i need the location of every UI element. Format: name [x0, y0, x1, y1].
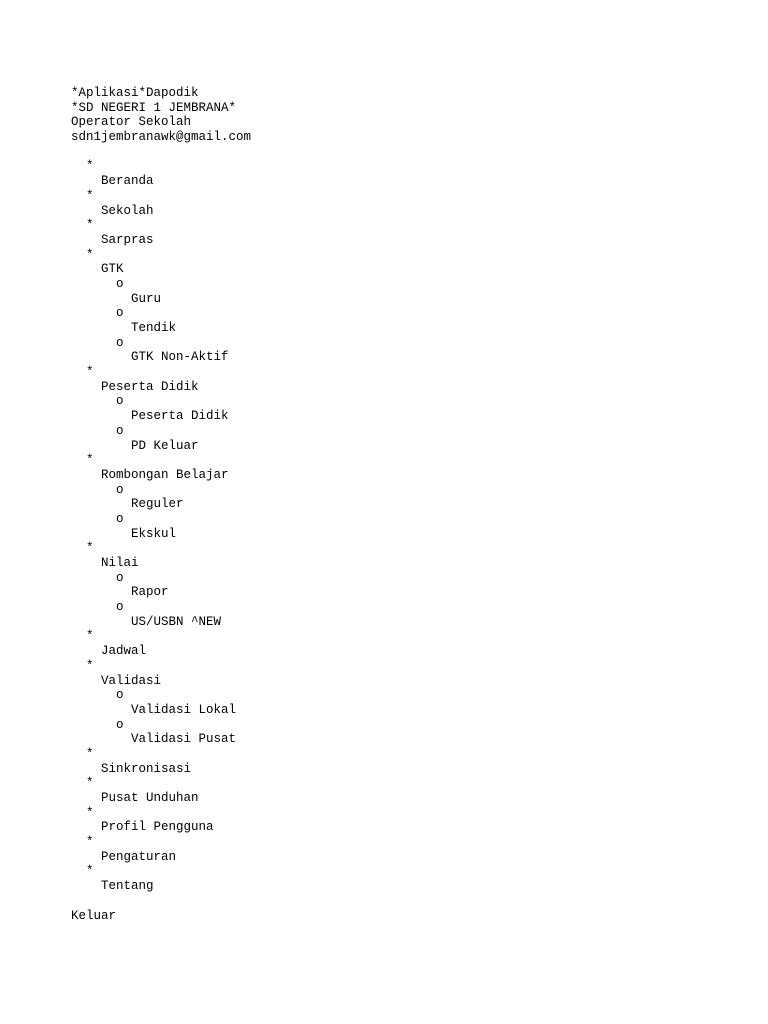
sub-bullet-marker: o	[116, 394, 124, 409]
menu-item-sarpras[interactable]: Sarpras	[101, 232, 154, 247]
submenu-item-pd-keluar[interactable]: PD Keluar	[131, 438, 199, 453]
bullet-marker: *	[86, 629, 94, 644]
sub-bullet-marker: o	[116, 511, 124, 526]
bullet-marker: *	[86, 864, 94, 879]
submenu-item-validasi-pusat[interactable]: Validasi Pusat	[131, 732, 237, 747]
sub-bullet-marker: o	[116, 600, 124, 615]
menu-item-pengaturan[interactable]: Pengaturan	[101, 849, 177, 864]
submenu-item-reguler[interactable]: Reguler	[131, 497, 184, 512]
sub-bullet-marker: o	[116, 306, 124, 321]
bullet-marker: *	[86, 658, 94, 673]
submenu-item-gtk-non-aktif[interactable]: GTK Non-Aktif	[131, 350, 229, 365]
bullet-marker: *	[86, 453, 94, 468]
menu-item-nilai[interactable]: Nilai	[101, 556, 139, 570]
main-menu	[71, 159, 751, 893]
menu-item-gtk[interactable]: GTK	[101, 262, 124, 277]
bullet-marker: *	[86, 365, 94, 380]
sub-bullet-marker: o	[116, 276, 124, 291]
menu-item-sinkronisasi[interactable]: Sinkronisasi	[101, 761, 192, 776]
logout-link[interactable]: Keluar	[71, 908, 117, 923]
submenu-item-peserta-didik[interactable]: Peserta Didik	[131, 409, 229, 424]
bullet-marker: *	[86, 188, 94, 203]
menu-item-tentang[interactable]: Tentang	[101, 879, 154, 894]
menu-item-peserta-didik[interactable]: Peserta Didik	[101, 379, 199, 394]
submenu-item-ekskul[interactable]: Ekskul	[131, 526, 177, 541]
sub-bullet-marker: o	[116, 335, 124, 350]
bullet-marker: *	[86, 159, 94, 174]
sub-bullet-marker: o	[116, 688, 124, 703]
menu-item-pusat-unduhan[interactable]: Pusat Unduhan	[101, 791, 199, 805]
sub-bullet-marker: o	[116, 570, 124, 585]
school-name: *SD NEGERI 1 JEMBRANA*	[71, 100, 237, 115]
spacer	[71, 894, 751, 909]
sub-bullet-marker: o	[116, 482, 124, 497]
submenu-item-tendik[interactable]: Tendik	[131, 321, 177, 335]
submenu-item-guru[interactable]: Guru	[131, 291, 162, 306]
bullet-marker: *	[86, 805, 94, 820]
submenu-item-us-usbn-new[interactable]: US/USBN ^NEW	[131, 614, 222, 629]
bullet-marker: *	[86, 776, 94, 791]
bullet-marker: *	[86, 218, 94, 233]
menu-item-jadwal[interactable]: Jadwal	[101, 644, 147, 659]
sub-bullet-marker: o	[116, 423, 124, 438]
bullet-marker: *	[86, 541, 94, 556]
menu-item-beranda[interactable]: Beranda	[101, 174, 154, 189]
menu-item-profil-pengguna[interactable]: Profil Pengguna	[101, 820, 214, 835]
sub-bullet-marker: o	[116, 717, 124, 732]
page	[71, 86, 751, 923]
user-role: Operator Sekolah	[71, 115, 192, 130]
bullet-marker: *	[86, 247, 94, 262]
user-email: sdn1jembranawk@gmail.com	[71, 130, 252, 145]
menu-item-validasi[interactable]: Validasi	[101, 673, 162, 688]
bullet-marker: *	[86, 746, 94, 761]
menu-item-rombongan-belajar[interactable]: Rombongan Belajar	[101, 467, 229, 482]
submenu-item-validasi-lokal[interactable]: Validasi Lokal	[131, 702, 237, 717]
menu-item-sekolah[interactable]: Sekolah	[101, 203, 154, 218]
submenu-item-rapor[interactable]: Rapor	[131, 585, 169, 600]
app-title[interactable]: *Aplikasi*Dapodik	[71, 86, 199, 100]
bullet-marker: *	[86, 835, 94, 850]
spacer	[71, 145, 751, 160]
